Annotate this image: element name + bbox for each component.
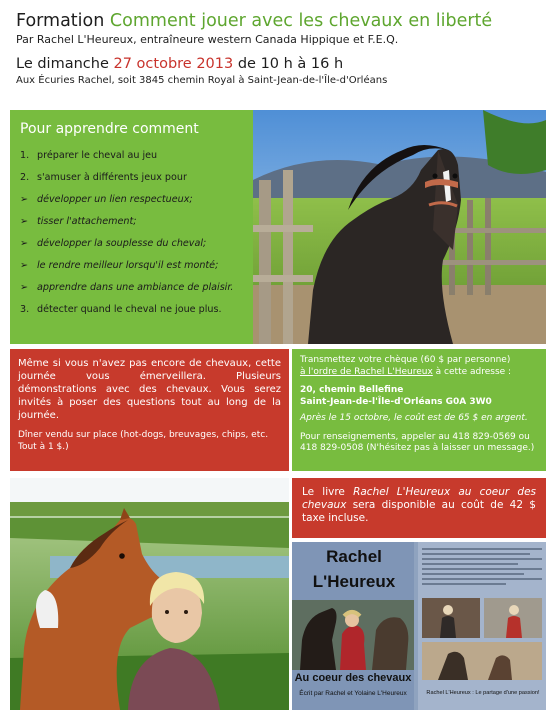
address-line: Saint-Jean-de-l'Île-d'Orléans G0A 3W0 (300, 396, 492, 407)
list-text: s'amuser à différents jeux pour (37, 172, 187, 183)
list-text: le rendre meilleur lorsqu'il est monté; (37, 260, 219, 271)
meal-note: Dîner vendu sur place (hot-dogs, breuvages, chips, etc. Tout à 1 $.) (18, 430, 269, 452)
list-item (20, 238, 243, 250)
list-item (20, 216, 243, 228)
book-author (296, 544, 412, 594)
book-back-cover (418, 542, 546, 710)
list-marker: 2. (20, 172, 30, 183)
book-author-last: L'Heureux (312, 572, 396, 591)
learning-heading: Pour apprendre comment (20, 121, 199, 137)
event-location: Aux Écuries Rachel, soit 3845 chemin Royal à Saint-Jean-de-l'Île-d'Orléans (16, 75, 388, 86)
book-author-first: Rachel (326, 547, 382, 566)
arrow-bullet-icon: ➢ (20, 216, 29, 227)
list-item (20, 150, 243, 162)
back-cover-blurb (422, 546, 542, 588)
learning-list (20, 150, 243, 316)
flyer-header (16, 10, 546, 87)
payment-box (292, 349, 546, 471)
arrow-bullet-icon: ➢ (20, 282, 29, 293)
list-item (20, 172, 243, 184)
list-marker: 1. (20, 150, 30, 161)
list-text: apprendre dans une ambiance de plaisir. (37, 282, 234, 293)
list-text: développer la souplesse du cheval; (37, 238, 207, 249)
contact-info: Pour renseignements, appeler au 418 829-0569 ou 418 829-0508 (N'hésitez pas à laisser un message.) (300, 431, 535, 453)
list-text: préparer le cheval au jeu (37, 150, 158, 161)
horse-photo (253, 110, 546, 344)
event-date (16, 55, 546, 74)
payment-line: Transmettez votre chèque (60 $ par personne) (300, 355, 511, 365)
title-highlight: Comment jouer avec les chevaux en liberté (109, 11, 493, 31)
address-line: 20, chemin Bellefine (300, 385, 404, 395)
woman-horse-illustration (10, 478, 289, 710)
book-lead: Le livre (302, 486, 345, 498)
list-item (20, 194, 243, 206)
list-item (20, 304, 243, 316)
payment-line (300, 367, 538, 379)
book-title-italic: Rachel L'Heureux au coeur des chevaux (302, 486, 537, 511)
flyer-title (16, 10, 546, 32)
arrow-bullet-icon: ➢ (20, 238, 29, 249)
arrow-bullet-icon: ➢ (20, 194, 29, 205)
date-lead: Le dimanche (16, 56, 109, 72)
learning-box (10, 110, 253, 344)
woman-horse-photo (10, 478, 289, 710)
list-text: détecter quand le cheval ne joue plus. (37, 304, 222, 315)
list-item (20, 282, 243, 294)
list-item (20, 260, 243, 272)
payment-line-tail: à cette adresse : (432, 366, 512, 377)
horse-photo-illustration (253, 110, 546, 344)
payee-name: à l'ordre de Rachel L'Heureux (300, 366, 433, 377)
back-cover-photos (418, 594, 546, 684)
back-cover-tagline: Rachel L'Heureux : Le partage d'une passion! (426, 690, 540, 696)
list-text: développer un lien respectueux; (37, 194, 193, 205)
intro-paragraph: Même si vous n'avez pas encore de chevaux, cette journée vous émerveillera. Plusieurs démonstrations avec des chevaux. Vous serez invités à poser des questions tout au long de la journée. (18, 358, 281, 421)
book-price: sera disponible au coût de 42 $ taxe incluse. (302, 499, 536, 524)
arrow-bullet-icon: ➢ (20, 260, 29, 271)
cover-title: Au coeur des chevaux (294, 672, 412, 684)
cover-credit: Écrit par Rachel et Yolaine L'Heureux (299, 690, 407, 697)
byline: Par Rachel L'Heureux, entraîneure western Canada Hippique et F.E.Q. (16, 33, 399, 46)
intro-box (10, 349, 289, 471)
date-time: de 10 h à 16 h (237, 56, 344, 72)
late-fee-note: Après le 15 octobre, le coût est de 65 $ en argent. (300, 413, 528, 423)
book-front-cover (292, 542, 414, 710)
list-text: tisser l'attachement; (37, 216, 137, 227)
cover-photo-illustration (292, 600, 414, 670)
title-lead: Formation (16, 11, 105, 31)
list-marker: 3. (20, 304, 30, 315)
book-cover (292, 542, 546, 710)
book-promo-box (292, 478, 546, 538)
date-highlight: 27 octobre 2013 (113, 56, 234, 72)
